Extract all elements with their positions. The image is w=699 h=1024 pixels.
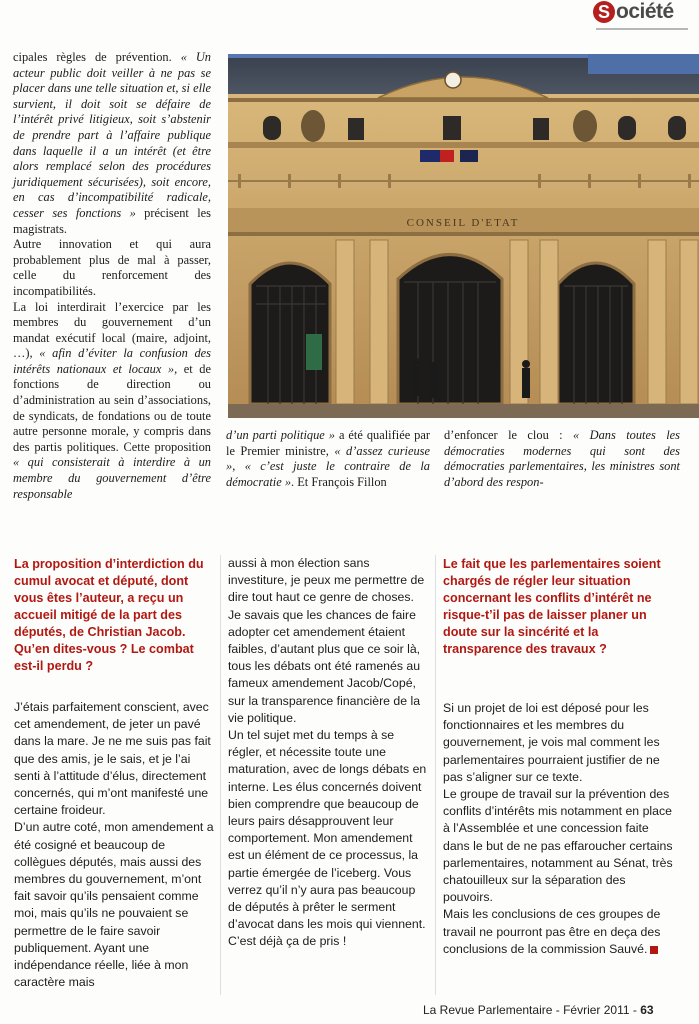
col1-paragraph-2: Autre innovation et qui aura probablement plus de mal à passer, celle du renforcement des incompatibilités. [13, 237, 211, 298]
col3-paragraph: d’enfoncer le clou : « Dans toutes les démocraties modernes qui sont des démocraties parlementaires, les ministres sont d’abord des respon- [444, 428, 680, 489]
end-of-article-mark [650, 946, 658, 954]
answer-1-paragraph-2: D’un autre coté, mon amendement a été cosigné et beaucoup de collègues députés, mais aussi des membres du gouvernement, m’ont fait savoir qu’ils pensaient comme moi, mais qu’ils ne pouvaient se permettre de le faire savoir publiquement. Ayant une indépendance réelle, liée à mon caractère mais [14, 820, 214, 990]
column-divider [435, 555, 436, 995]
page-footer [423, 1003, 654, 1017]
page-number: 63 [640, 1003, 654, 1017]
answer-1-paragraph-4: Je savais que les chances de faire adopter cet amendement étaient faibles, d’autant plus que ce soir là, tous les débats ont été ramenés au fameux amendement Jacob/Copé, sur la transparence financière de la vie politique. [228, 607, 421, 725]
col1-paragraph-3: La loi interdirait l’exercice par les membres du gouvernement d’un mandat exécutif local (maire, adjoint, …), « afin d’éviter la confusion des intérêts nationaux et locaux », et de fonctions de direction ou d’administration au sein d’associations, de syndicats, de fondations ou de toute autre personne morale, y compris dans des partis politiques. Cette proposition « qui consisterait à interdire à un membre du gouvernement d’être responsable [13, 299, 211, 501]
column-divider [220, 555, 221, 995]
section-initial: S [593, 1, 615, 23]
col1-paragraph-1: cipales règles de prévention. « Un acteur public doit veiller à ne pas se placer dans une telle situation et, si elle survient, il doit soit se défaire de l’intérêt privé litigieux, soit s’abstenir de prendre part à l’affaire publique dans laquelle il a un intérêt (et être alors remplacé selon des procédures juridiquement sécurisées), soit encore, en cas d’incompatibilité radicale, cesser ses fonctions » précisent les magistrats. [13, 50, 212, 236]
building-sign: CONSEIL D'ETAT [406, 217, 520, 229]
interview-question-1: La proposition d’interdiction du cumul avocat et député, dont vous êtes l’auteur, a reçu un accueil mitigé de la part des députés, de Christian Jacob. Qu’en dites-vous ? Le combat est-il perdu ? [14, 557, 204, 673]
answer-2-paragraph-2: Le groupe de travail sur la prévention des conflits d’intérêts mis notamment en place à l’Assemblée et une concession faite dans le but de ne pas effaroucher certains parlementaires, notamment au Sénat, très chatouilleux sur la séparation des pouvoirs. [443, 787, 673, 905]
col2-paragraph: d’un parti politique » a été qualifiée par le Premier ministre, « d’assez curieuse », « c’est juste le contraire de la démocratie ». Et François Fillon [226, 428, 430, 489]
answer-2-paragraph-3: Mais les conclusions de ces groupes de travail ne pourront pas être en deça des conclusions de la commission Sauvé. [443, 907, 661, 956]
answer-1-paragraph-1: J’étais parfaitement conscient, avec cet amendement, de jeter un pavé dans la mare. Je ne me suis pas fait que des amis, je le sais, et je l’ai senti à l’attitude d’élus, directement concernés, qui m’ont manifesté une certaine froideur. [14, 700, 211, 818]
header-rule [596, 28, 688, 30]
article-column-3 [444, 428, 680, 490]
answer-2 [443, 700, 675, 958]
answer-2-paragraph-1: Si un projet de loi est déposé pour les fonctionnaires et les membres du gouvernement, je vois mal comment les parlementaires pourraient justifier de ne pas s’aligner sur ce texte. [443, 701, 660, 784]
article-column-1 [13, 50, 211, 502]
answer-1-paragraph-3: aussi à mon élection sans investiture, je peux me permettre de dire tout haut ce genre de choses. [228, 556, 425, 605]
section-label [593, 0, 674, 24]
magazine-name: La Revue Parlementaire - Février 2011 - [423, 1003, 641, 1017]
section-title: ociété [616, 0, 674, 23]
article-column-2 [226, 428, 430, 490]
interview-question-2: Le fait que les parlementaires soient chargés de régler leur situation concernant les conflits d’intérêt ne risque-t’il pas de laisser planer un doute sur la sincérité et la transparence des travaux ? [443, 557, 661, 656]
answer-1-part-2 [228, 555, 428, 951]
conseil-etat-photo [228, 54, 699, 418]
answer-1-part-1 [14, 699, 214, 991]
answer-1-paragraph-5: Un tel sujet met du temps à se régler, et nécessite toute une maturation, avec de longs débats en interne. Les élus concernés doivent bien comprendre que beaucoup de leurs pairs désapprouvent leur comportement. Mon amendement est un élément de ce processus, la partie émergée de l’iceberg. Vous verrez qu’il n’y aura pas beaucoup de députés à prêter le serment d’avocat dans les mois qui viennent. C’est déjà ça de pris ! [228, 728, 427, 949]
